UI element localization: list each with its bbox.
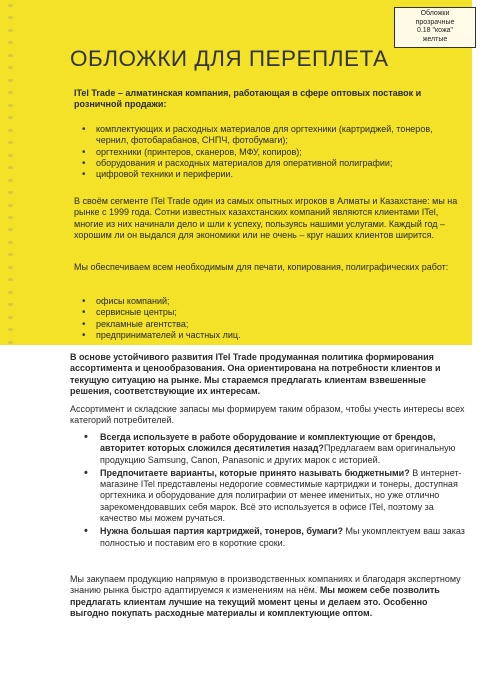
closing-paragraph — [70, 574, 468, 619]
list-item: • оборудования и расходных материалов для оперативной полиграфии; — [96, 158, 458, 169]
list-item — [100, 526, 468, 549]
stamp-line: желтые — [422, 35, 448, 43]
products-list — [74, 124, 458, 180]
list-item: • комплектующих и расходных материалов для оргтехники (картриджей, тонеров, чернил, фотобарабанов, СНПЧ, фотобумаги); — [96, 124, 458, 147]
binding-hole — [8, 16, 13, 19]
binding-hole — [8, 341, 13, 344]
binding-hole — [8, 4, 13, 7]
binding-hole — [8, 266, 13, 269]
binding-hole — [8, 328, 13, 331]
binding-hole — [8, 204, 13, 207]
closing-bold-text: Мы можем себе позволить предлагать клиентам лучшие на текущий момент цены и делаем это. Особенно выгодно покупать расходные материалы и комплектующие оптом. — [70, 585, 440, 618]
binding-hole — [8, 191, 13, 194]
list-item: • офисы компаний; — [96, 296, 458, 307]
binding-hole — [8, 179, 13, 182]
binding-hole — [8, 253, 13, 256]
binding-hole — [8, 141, 13, 144]
list-item — [100, 432, 468, 466]
binding-hole — [8, 104, 13, 107]
stamp-line: Обложки — [420, 10, 450, 17]
stamp-line: прозрачные — [415, 18, 455, 26]
offers-list — [70, 432, 468, 551]
binding-hole — [8, 116, 13, 119]
binding-hole — [8, 303, 13, 306]
list-item — [100, 468, 468, 524]
assortment-paragraph: Ассортимент и складские запасы мы формируем таким образом, чтобы учесть интересы всех категорий потребителей. — [70, 404, 465, 426]
binding-hole — [8, 54, 13, 57]
stamp-line: 0.18 "кожа" — [416, 27, 454, 34]
list-item: • предпринимателей и частных лиц. — [96, 330, 458, 341]
binding-hole — [8, 66, 13, 69]
binding-hole — [8, 228, 13, 231]
binding-hole — [8, 278, 13, 281]
intro-paragraph: ITel Trade – алматинская компания, работающая в сфере оптовых поставок и розничной продажи: — [74, 88, 422, 110]
binding-hole — [8, 91, 13, 94]
binding-hole — [8, 216, 13, 219]
offer-answer: В интернет-магазине ITel представлены недорогие совместимые картриджи и тонеры, доступная оргтехника и оборудование для полиграфии от менее именитых, но уже отлично зарекомендовавших себя марок. Всё это используется в офисе ITel, поэтому за качество мы можем ручаться. — [100, 467, 462, 524]
binding-hole — [8, 29, 13, 32]
experience-paragraph: В своём сегменте ITel Trade один из самых опытных игроков в Алматы и Казахстане: мы на рынке с 1999 года. Сотни известных казахстанских компаний являются клиентами ITel, многие из них начинали дело и шли к успеху, пользуясь нашими услугами. Каждый год – хорошим ли он выдался для экономики или не очень – круг наших клиентов ширится. — [74, 196, 458, 240]
offer-answer: Мы укомплектуем ваш заказ полностью и поставим его в короткие сроки. — [100, 526, 465, 548]
binding-hole — [8, 241, 13, 244]
binding-hole — [8, 129, 13, 132]
offer-answer: Предлагаем вам оригинальную продукцию Samsung, Canon, Panasonic и других марок с историей. — [100, 443, 456, 465]
offer-question: Предпочитаете варианты, которые принято называть бюджетными? — [100, 467, 410, 478]
list-item: • сервисные центры; — [96, 307, 458, 318]
binding-hole — [8, 166, 13, 169]
binding-hole — [8, 41, 13, 44]
product-label-stamp — [394, 7, 476, 48]
list-item: • цифровой техники и периферии. — [96, 169, 458, 180]
binding-hole — [8, 79, 13, 82]
list-item: • рекламные агентства; — [96, 319, 458, 330]
clients-list — [74, 296, 458, 341]
supply-paragraph: Мы обеспечиваем всем необходимым для печати, копирования, полиграфических работ: — [74, 262, 449, 272]
offer-question: Всегда используете в работе оборудование и комплектующие от брендов, авторитет которых сложился десятилетия назад? — [100, 432, 436, 454]
binding-holes — [8, 4, 20, 344]
closing-text: Мы закупаем продукцию напрямую в производственных компаниях и благодаря экспертному знанию рынка быстро адаптируемся к изменениям на нём. — [70, 574, 461, 596]
list-item: • оргтехники (принтеров, сканеров, МФУ, копиров); — [96, 147, 458, 158]
policy-heading: В основе устойчивого развития ITel Trade продуманная политика формирования ассортимента и ценообразования. Она ориентирована на потребности клиентов и текущую ситуацию на рынке. Мы стараемся предлагать клиентам взвешенные решения, соответствующие их интересам. — [70, 352, 441, 396]
binding-hole — [8, 316, 13, 319]
binding-hole — [8, 291, 13, 294]
page-title: ОБЛОЖКИ ДЛЯ ПЕРЕПЛЕТА — [70, 46, 389, 71]
binding-hole — [8, 154, 13, 157]
offer-question: Нужна большая партия картриджей, тонеров, бумаги? — [100, 526, 344, 537]
